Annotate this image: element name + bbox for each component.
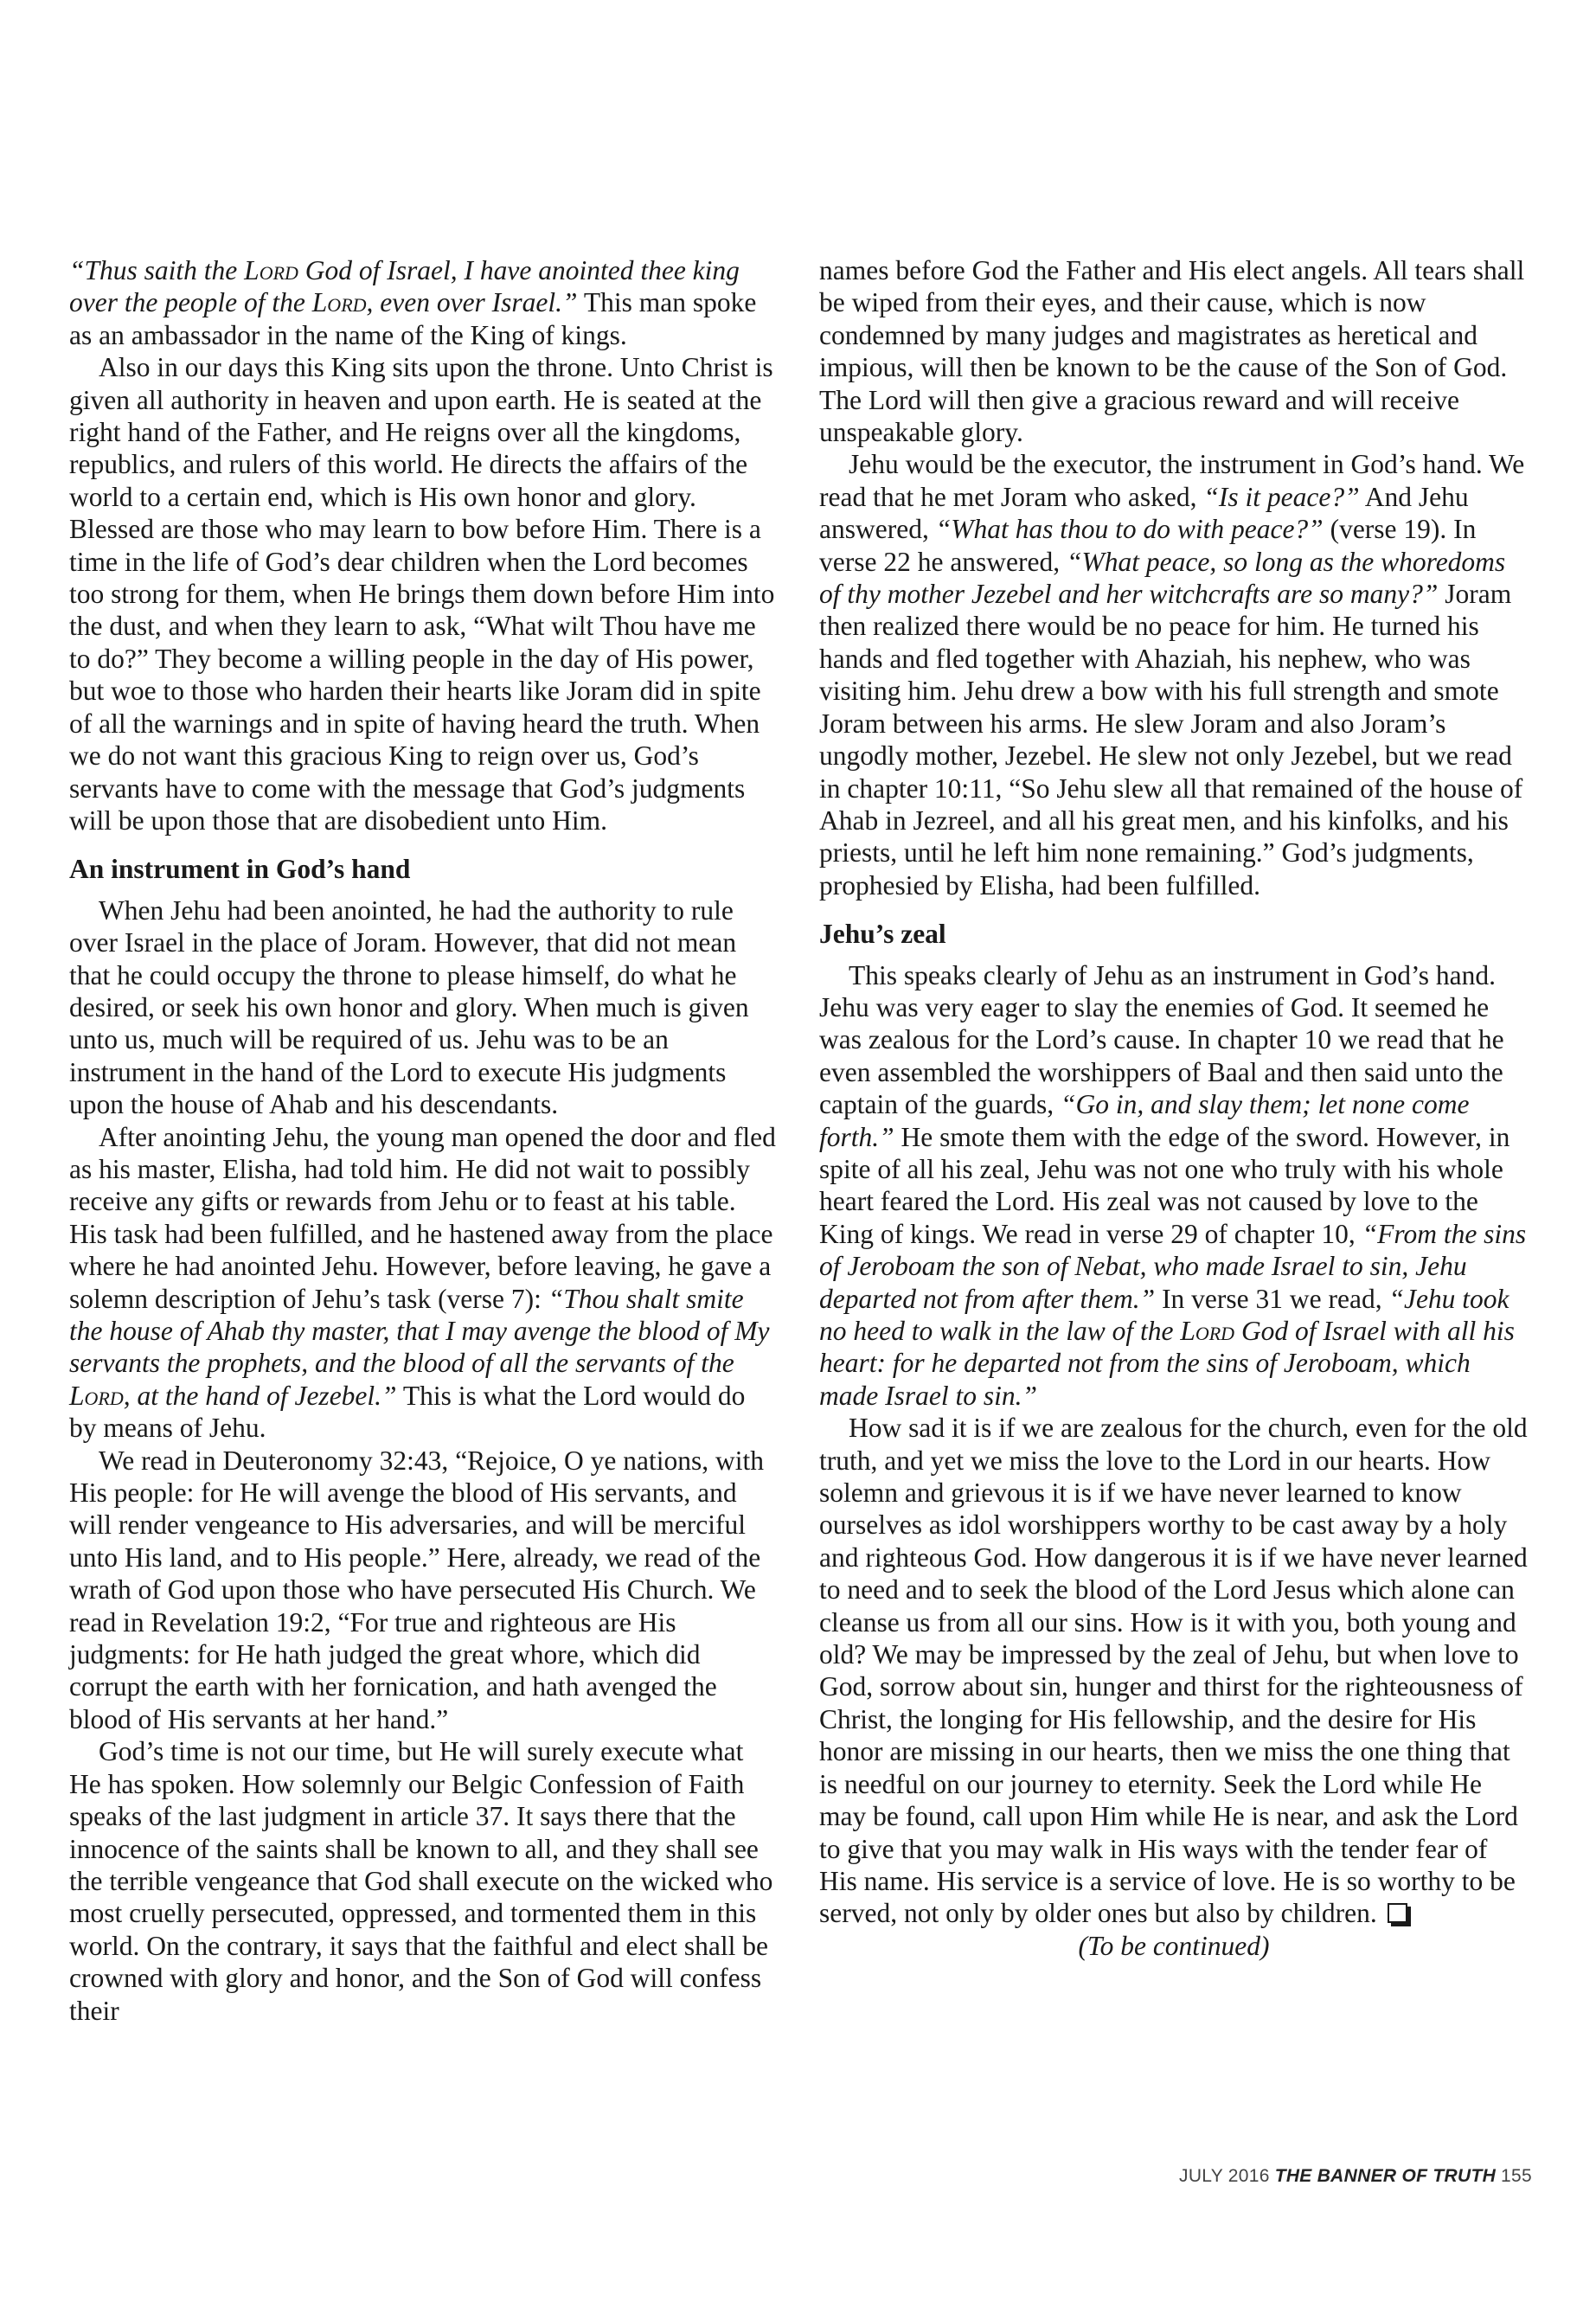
paragraph: Also in our days this King sits upon the throne. Unto Christ is given all authority in heaven and upon earth. He is seated at the right hand of the Father, and He reigns over all the kingdoms, republics, and rulers of this world. He directs the affairs of the world to a certain end, which is His own honor and glory. Blessed are those who may learn to bow before Him. There is a time in the life of God’s dear children when the Lord becomes too strong for them, when He brings them down before Him into the dust, and when they learn to ask, “What wilt Thou have me to do?” They become a willing people in the day of His power, but woe to those who harden their hearts like Joram did in spite of all the warnings and in spite of having heard the truth. When we do not want this gracious King to reign over us, God’s servants have to come with the message that God’s judgments will be upon those that are disobedient unto Him.	[69, 352, 775, 836]
paragraph: After anointing Jehu, the young man opened the door and fled as his master, Elisha, had told him. He did not wait to possibly receive any gifts or rewards from Jehu or to feast at his table. His task had been fulfilled, and he hastened away from the place where he had anointed Jehu. However, before leaving, he gave a solemn description of Jehu’s task (verse 7): “Thou shalt smite the house of Ahab thy master, that I may avenge the blood of My servants the prophets, and the blood of all the servants of the Lord, at the hand of Jezebel.” This is what the Lord would do by means of Jehu.	[69, 1121, 776, 1444]
scripture-quote: “Thou shalt smite the house of Ahab thy master, that I may avenge the blood of My servants the prophets, and the blood of all the servants of the Lord, at the hand of Jezebel.”	[69, 1283, 770, 1411]
section-heading: An instrument in God’s hand	[69, 854, 411, 885]
page-footer	[1179, 2166, 1532, 2187]
paragraph: We read in Deuteronomy 32:43, “Rejoice, O ye nations, with His people: for He will avenge the blood of His servants, and will render vengeance to His adversaries, and will be merciful unto His land, and to His people.” Here, already, we read of the wrath of God upon those who have persecuted His Church. We read in Revelation 19:2, “For true and righteous are His judgments: for He hath judged the great whore, which did corrupt the earth with her fornication, and hath avenged the blood of His servants at her hand.”	[69, 1445, 765, 1734]
paragraph: When Jehu had been anointed, he had the authority to rule over Israel in the place of Joram. However, that did not mean that he could occupy the throne to please himself, do what he desired, or seek his own honor and glory. When much is given unto us, much will be required of us. Jehu was to be an instrument in the hand of the Lord to execute His judgments upon the house of Ahab and his descendants.	[69, 894, 749, 1120]
paragraph: How sad it is if we are zealous for the church, even for the old truth, and yet we miss the love to the Lord in our hearts. How solemn and grievous it is if we have never learned to know ourselves as idol worshippers worthy to be cast away by a holy and righteous God. How dangerous it is if we have never learned to need and to seek the blood of the Lord Jesus which alone can cleanse us from all our sins. How is it with you, both young and old? We may be impressed by the zeal of Jehu, but when love to God, sorrow about sin, hunger and thirst for the righteousness of Christ, the longing for His fellowship, and the desire for His honor are missing in our hearts, then we miss the one thing that is needful on our journey to eternity. Seek the Lord while He may be found, call upon Him while He is near, and ask the Lord to give that you may walk in His ways with the tender fear of His name. His service is a service of love. He is so worthy to be served, not only by older ones but also by children.	[819, 1413, 1528, 1929]
paragraph: God’s time is not our time, but He will surely execute what He has spoken. How solemnly our Belgic Confession of Faith speaks of the last judgment in article 37. It says there that the innocence of the saints shall be known to all, and they shall see the terrible vengeance that God shall execute on the wicked who most cruelly persecuted, oppressed, and tormented them in this world. On the contrary, it says that the faithful and elect shall be crowned with glory and honor, and the Son of God will confess their	[69, 1736, 773, 2026]
publication-title: THE BANNER OF TRUTH	[1274, 2166, 1497, 2186]
paragraph: names before God the Father and His elect angels. All tears shall be wiped from their eyes, and their cause, which is now condemned by many judges and magistrates as heretical and impious, will then be known to be the cause of the Son of God. The Lord will then give a gracious reward and will receive unspeakable glory.	[819, 255, 1525, 448]
paragraph: Jehu would be the executor, the instrument in God’s hand. We read that he met Joram who asked, “Is it peace?” And Jehu answered, “What has thou to do with peace?” (verse 19). In verse 22 he answered, “What peace, so long as the whoredoms of thy mother Jezebel and her witchcrafts are so many?” Joram then realized there would be no peace for him. He turned his hands and fled together with Ahaziah, his nephew, who was visiting him. Jehu drew a bow with his full strength and smote Joram between his arms. He slew Joram and also Joram’s ungodly mother, Jezebel. He slew not only Jezebel, but we read in chapter 10:11, “So Jehu slew all that remained of the house of Ahab in Jezreel, and all his great men, and his kinfolks, and his priests, until he left him none remaining.” God’s judgments, prophesied by Elisha, had been fulfilled.	[819, 449, 1525, 901]
left-column	[69, 254, 779, 2027]
paragraph: This speaks clearly of Jehu as an instrument in God’s hand. Jehu was very eager to slay the enemies of God. It seemed he was zealous for the Lord’s cause. In chapter 10 we read that he even assembled the worshippers of Baal and then said unto the captain of the guards, “Go in, and slay them; let none come forth.” He smote them with the edge of the sword. However, in spite of all his zeal, Jehu was not one who truly with his whole heart feared the Lord. His zeal was not caused by love to the King of kings. We read in verse 29 of chapter 10, “From the sins of Jeroboam the son of Nebat, who made Israel to sin, Jehu departed not from after them.” In verse 31 we read, “Jehu took no heed to walk in the law of the Lord God of Israel with all his heart: for he departed not from the sins of Jeroboam, which made Israel to sin.”	[819, 959, 1527, 1411]
to-be-continued: (To be continued)	[1078, 1930, 1270, 1961]
end-of-article-icon	[1388, 1903, 1407, 1923]
right-column	[819, 254, 1529, 1962]
section-heading: Jehu’s zeal	[819, 919, 946, 950]
scripture-quote: “Thus saith the Lord God of Israel, I have anointed thee king over the people of the Lord, even over Israel.”	[69, 255, 740, 318]
issue-date: JULY 2016	[1179, 2166, 1270, 2186]
paragraph: “Thus saith the Lord God of Israel, I have anointed thee king over the people of the Lord, even over Israel.” This man spoke as an ambassador in the name of the King of kings.	[69, 255, 757, 350]
page-number: 155	[1501, 2166, 1532, 2186]
